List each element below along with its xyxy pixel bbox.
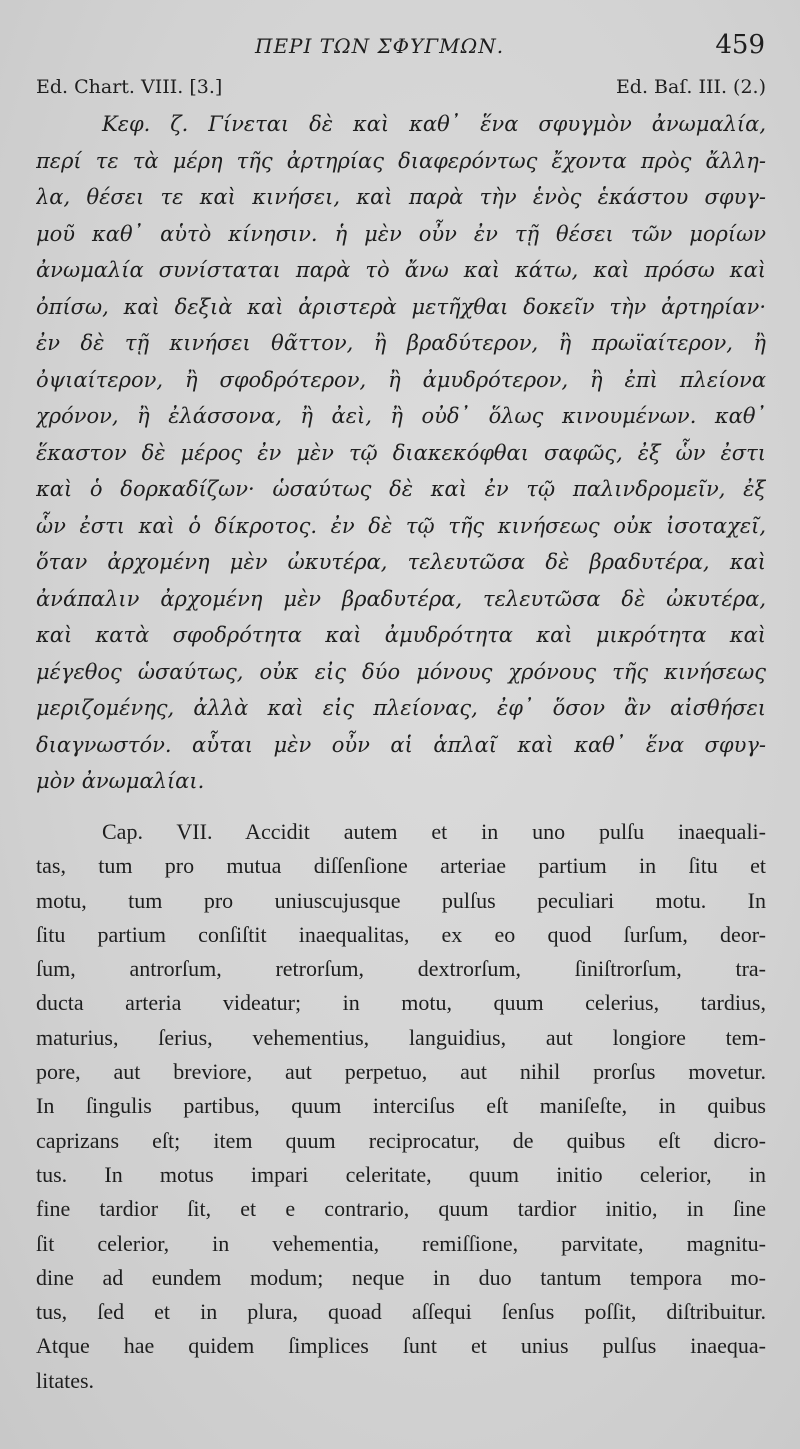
greek-line: περί τε τὰ μέρη τῆς ἀρτηρίας διαφερόντως ἔχοντα πρὸς ἄλλη- [36, 148, 766, 173]
latin-line: motu, tum pro uniuscujusque pulſus peculiari motu. In [36, 887, 766, 913]
latin-line: Atque hae quidem ſimplices ſunt et unius pulſus inaequa- [36, 1333, 766, 1359]
latin-line: In ſingulis partibus, quum interciſus eſt maniſeſte, in quibus [36, 1093, 766, 1119]
greek-line: ἐν δὲ τῇ κινήσει θᾶττον, ἢ βραδύτερον, ἢ πρωϊαίτερον, ἢ [36, 331, 766, 355]
greek-line: Κεφ. ζ. Γίνεται δὲ καὶ καθ᾽ ἕνα σφυγμὸν ἀνωμαλία, [102, 112, 766, 136]
greek-line: ὅταν ἀρχομένη μὲν ὠκυτέρα, τελευτῶσα δὲ βραδυτέρα, καὶ [36, 550, 766, 574]
greek-line: ὀψιαίτερον, ἢ σφοδρότερον, ἢ ἀμυδρότερον, ἢ ἐπὶ πλείονα [36, 367, 766, 392]
greek-line: μὸν ἀνωμαλίαι. [36, 769, 205, 793]
greek-line: ἀνωμαλία συνίσταται παρὰ τὸ ἄνω καὶ κάτω, καὶ πρόσω καὶ [36, 258, 766, 282]
edition-basel-ref: Ed. Baſ. III. (2.) [615, 76, 766, 98]
greek-line: καὶ ὁ δορκαδίζων· ὡσαύτως δὲ καὶ ἐν τῷ παλινδρομεῖν, ἐξ [36, 477, 766, 501]
edition-references [36, 76, 766, 104]
latin-line: pore, aut breviore, aut perpetuo, aut nihil prorſus movetur. [36, 1059, 766, 1085]
greek-line: μεριζομένης, ἀλλὰ καὶ εἰς πλείονας, ἐφ᾽ ὅσον ἂν αἰσθήσει [36, 696, 766, 720]
greek-line: ἕκαστον δὲ μέρος ἐν μὲν τῷ διακεκόφθαι σαφῶς, ἐξ ὧν ἐστι [36, 440, 766, 465]
greek-line: διαγνωστόν. αὗται μὲν οὖν αἱ ἁπλαῖ καὶ καθ᾽ ἕνα σφυγ- [36, 732, 766, 757]
latin-line: litates. [36, 1367, 95, 1393]
greek-line: καὶ κατὰ σφοδρότητα καὶ ἀμυδρότητα καὶ μικρότητα καὶ [36, 623, 766, 647]
latin-line: ſum, antrorſum, retrorſum, dextrorſum, ſiniſtrorſum, tra- [36, 956, 766, 982]
running-head [0, 30, 800, 66]
greek-line: μέγεθος ὡσαύτως, οὐκ εἰς δύο μόνους χρόνους τῆς κινήσεως [36, 659, 766, 684]
latin-line: maturius, ſerius, vehementius, languidius, aut longiore tem- [36, 1024, 766, 1050]
edition-chart-ref: Ed. Chart. VIII. [3.] [36, 76, 223, 98]
latin-line: Cap. VII. Accidit autem et in uno pulſu inaequali- [102, 819, 766, 844]
latin-line: ſitu partium conſiſtit inaequalitas, ex eo quod ſurſum, deor- [36, 921, 766, 947]
running-title: ΠΕΡΙ ΤΩΝ ΣΦΥΓΜΩΝ. [255, 34, 505, 58]
latin-text-block [36, 815, 766, 1398]
greek-line: μοῦ καθ᾽ αὑτὸ κίνησιν. ἡ μὲν οὖν ἐν τῇ θέσει τῶν μορίων [36, 221, 766, 246]
latin-line: ſit celerior, in vehementia, remiſſione, parvitate, magnitu- [36, 1230, 766, 1256]
latin-line: dine ad eundem modum; neque in duo tantum tempora mo- [36, 1264, 766, 1290]
greek-line: ὧν ἐστι καὶ ὁ δίκροτος. ἐν δὲ τῷ τῆς κινήσεως οὐκ ἰσοταχεῖ, [36, 513, 766, 538]
latin-line: tus, ſed et in plura, quoad aſſequi ſenſus poſſit, diſtribuitur. [36, 1299, 766, 1325]
latin-line: caprizans eſt; item quum reciprocatur, de quibus eſt dicro- [36, 1127, 766, 1153]
greek-text-block [36, 106, 766, 800]
latin-line: fine tardior ſit, et e contrario, quum tardior initio, in ſine [36, 1196, 766, 1222]
page-number: 459 [715, 30, 765, 60]
greek-line: λα, θέσει τε καὶ κινήσει, καὶ παρὰ τὴν ἑνὸς ἑκάστου σφυγ- [36, 185, 766, 209]
latin-line: tas, tum pro mutua diſſenſione arteriae partium in ſitu et [36, 853, 766, 879]
greek-line: ἀνάπαλιν ἀρχομένη μὲν βραδυτέρα, τελευτῶσα δὲ ὠκυτέρα, [36, 586, 766, 611]
latin-line: ducta arteria videatur; in motu, quum celerius, tardius, [36, 990, 766, 1016]
greek-line: ὀπίσω, καὶ δεξιὰ καὶ ἀριστερὰ μετῆχθαι δοκεῖν τὴν ἀρτηρίαν· [36, 294, 766, 319]
greek-line: χρόνον, ἢ ἐλάσσονα, ἢ ἀεὶ, ἢ οὐδ᾽ ὅλως κινουμένων. καθ᾽ [36, 404, 766, 428]
latin-line: tus. In motus impari celeritate, quum initio celerior, in [36, 1161, 766, 1187]
